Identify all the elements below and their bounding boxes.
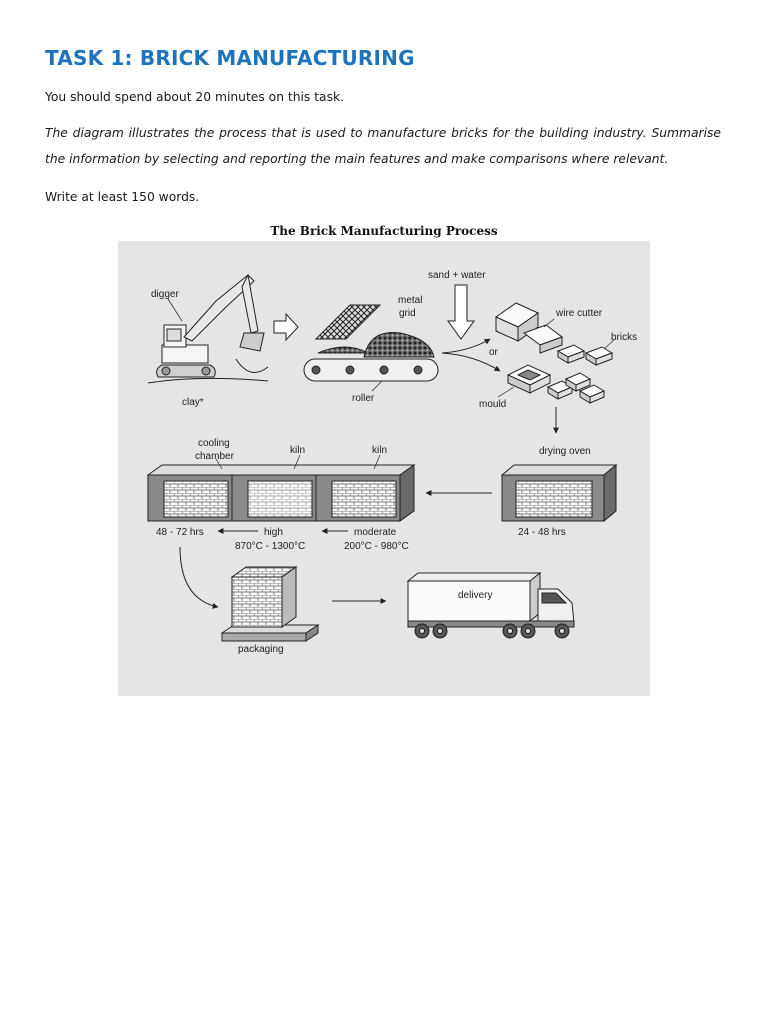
label-clay: clay* <box>182 397 204 408</box>
label-high-temp: 870°C - 1300°C <box>235 541 306 552</box>
label-digger: digger <box>151 289 179 300</box>
delivery-truck-illustration <box>408 573 574 638</box>
label-kiln-high: kiln <box>290 445 306 456</box>
label-drying-oven: drying oven <box>539 446 591 457</box>
time-instruction: You should spend about 20 minutes on this task. <box>45 90 345 104</box>
label-packaging: packaging <box>238 644 284 655</box>
label-bricks: bricks <box>611 332 638 343</box>
label-roller: roller <box>352 393 375 404</box>
kilns-cooling-illustration <box>148 465 414 521</box>
bricks-illustration <box>558 345 612 365</box>
label-high: high <box>264 527 283 538</box>
label-delivery: delivery <box>458 590 493 601</box>
label-cooling-1: cooling <box>198 438 230 449</box>
label-sand-water: sand + water <box>428 270 486 281</box>
task-prompt: The diagram illustrates the process that is used to manufacture bricks for the building industry. Summarise the information by selecting and reporting the main features and make comparisons where relevant. <box>45 126 721 166</box>
label-or: or <box>489 347 498 358</box>
process-diagram <box>118 241 650 696</box>
drying-oven-illustration <box>502 465 616 521</box>
arrow-sand-water <box>448 285 474 339</box>
label-moderate-temp: 200°C - 980°C <box>344 541 409 552</box>
packaging-illustration <box>222 567 318 641</box>
label-metal-2: grid <box>399 308 416 319</box>
label-cooling-time: 48 - 72 hrs <box>156 527 204 538</box>
label-mould: mould <box>479 399 507 410</box>
diagram-title: The Brick Manufacturing Process <box>270 224 498 238</box>
wire-cutter-illustration <box>496 303 562 353</box>
label-moderate: moderate <box>354 527 397 538</box>
arrow-to-grid <box>274 314 298 340</box>
label-metal-1: metal <box>398 295 423 306</box>
label-drying-time: 24 - 48 hrs <box>518 527 566 538</box>
label-wire-cutter: wire cutter <box>556 308 603 319</box>
task-title: TASK 1: BRICK MANUFACTURING <box>45 46 415 70</box>
mould-illustration <box>508 365 604 403</box>
label-cooling-2: chamber <box>195 451 234 462</box>
word-count-instruction: Write at least 150 words. <box>45 190 200 204</box>
metal-grid-roller <box>304 305 438 381</box>
label-kiln-moderate: kiln <box>372 445 388 456</box>
